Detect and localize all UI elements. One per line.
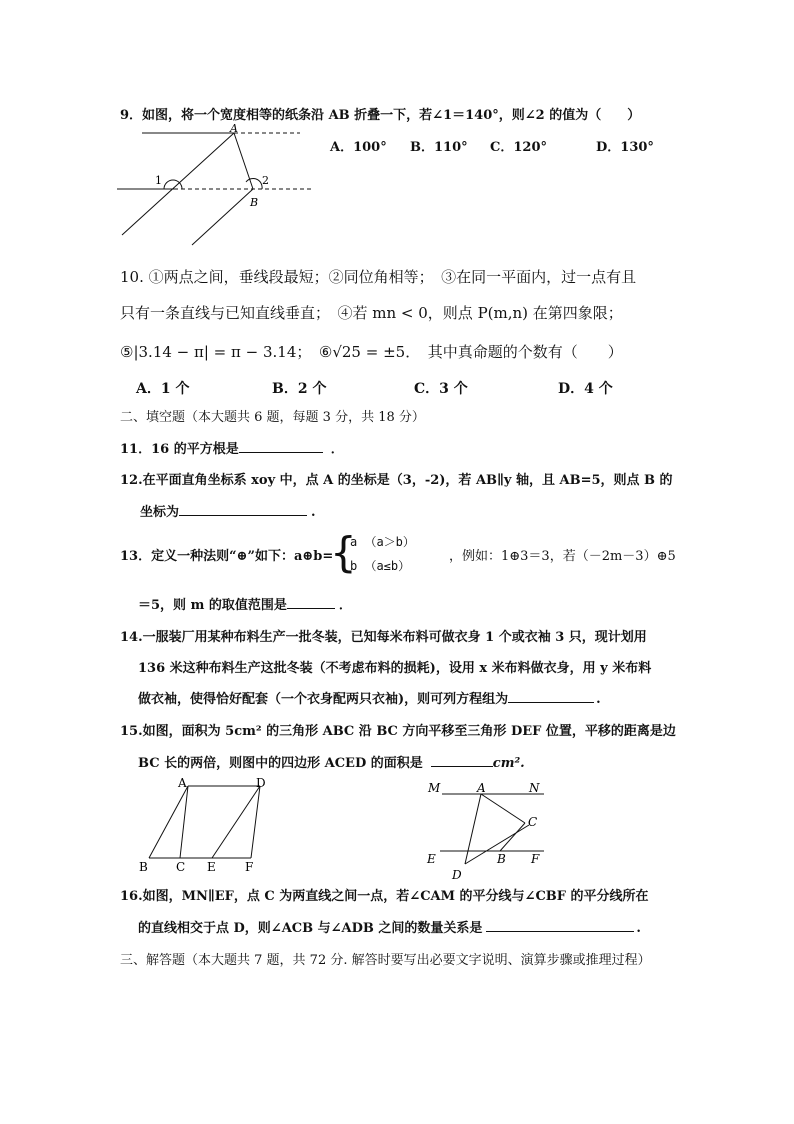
section2-heading: 二、填空题（本大题共 6 题，每题 3 分，共 18 分）: [120, 410, 425, 425]
q10-line1: 10. ①两点之间，垂线段最短；②同位角相等； ③在同一平面内，过一点有且: [120, 268, 637, 286]
q15-line2-text: BC 长的两倍，则图中的四边形 ACED 的面积是: [138, 756, 423, 771]
q13-suffix: ，例如：1⊕3＝3，若（－2m－3）⊕5: [449, 549, 676, 564]
q16-label-m: M: [428, 781, 441, 795]
q16-label-d: D: [452, 868, 462, 882]
q9-label-b: B: [250, 196, 259, 209]
q14-answer-blank[interactable]: [508, 690, 594, 703]
q15-answer-blank[interactable]: [431, 754, 493, 767]
q15-label-c: C: [176, 860, 186, 874]
q14-line2: 136 米这种布料生产这批冬装（不考虑布料的损耗)，设用 x 米布料做衣身，用 y 米布料: [138, 661, 652, 676]
q15-figure: [134, 776, 274, 876]
q13-line2-text: ＝5，则 m 的取值范围是: [138, 598, 287, 613]
q13-answer-blank[interactable]: [287, 596, 335, 609]
section3-heading: 三、解答题（本大题共 7 题，共 72 分. 解答时要写出必要文字说明、演算步骤或推理过程）: [120, 953, 651, 968]
q14-line1: 14.一服装厂用某种布料生产一批冬装，已知每米布料可做衣身 1 个或衣袖 3 只，现计划用: [120, 630, 647, 645]
q9-option-c: C．120°: [490, 140, 547, 155]
q10-line2: 只有一条直线与已知直线垂直； ④若 mn < 0，则点 P(m,n) 在第四象限；: [120, 304, 623, 322]
q9-option-a: A．100°: [330, 140, 387, 155]
q9-option-d: D．130°: [596, 140, 654, 155]
q16-line2: [138, 917, 641, 936]
q14-line3-text: 做衣袖，使得恰好配套（一个衣身配两只衣袖)，则可列方程组为: [138, 692, 509, 707]
q9-figure: [112, 120, 312, 250]
q10-option-d: D．4 个: [558, 381, 613, 397]
q10-option-c: C．3 个: [414, 381, 468, 397]
q10-option-a: A．1 个: [136, 381, 190, 397]
q11-text: 11．16 的平方根是: [120, 442, 239, 457]
q16-line1: 16.如图，MN∥EF，点 C 为两直线之间一点，若∠CAM 的平分线与∠CBF 的平分线所在: [120, 889, 649, 904]
q13-case2: b （a≤b）: [350, 559, 411, 573]
q16-label-c: C: [528, 815, 538, 829]
q16-label-n: N: [529, 781, 540, 795]
q11-answer-blank[interactable]: [239, 440, 323, 453]
q15-label-b: B: [139, 860, 148, 874]
q16-label-e: E: [427, 852, 436, 866]
q12-line1: 12.在平面直角坐标系 xoy 中，点 A 的坐标是（3，-2)，若 AB∥y 轴，且 AB=5，则点 B 的: [120, 473, 673, 488]
q16-end: .: [636, 921, 641, 936]
q16-label-f: F: [531, 852, 540, 866]
q9-label-1: 1: [155, 174, 162, 187]
q16-label-a: A: [477, 781, 486, 795]
q15-line2: [138, 752, 525, 771]
q12-line2: [140, 501, 316, 520]
q14-end: .: [596, 692, 601, 707]
q15-label-a: A: [178, 776, 187, 790]
q12-answer-blank[interactable]: [179, 503, 307, 516]
q10-option-b: B．2 个: [272, 381, 327, 397]
q16-line2-text: 的直线相交于点 D，则∠ACB 与∠ADB 之间的数量关系是: [138, 921, 483, 936]
q12-line2-text: 坐标为: [140, 505, 180, 520]
q13-case1: a （a＞b）: [350, 535, 415, 549]
q15-label-d: D: [256, 776, 266, 790]
q15-label-e: E: [207, 860, 216, 874]
q16-answer-blank[interactable]: [486, 919, 634, 932]
q9-label-2: 2: [262, 174, 269, 187]
q11-end: ．: [330, 442, 344, 457]
q15-line1: 15.如图，面积为 5cm² 的三角形 ABC 沿 BC 方向平移至三角形 DEF 位置，平移的距离是边: [120, 724, 676, 739]
q14-line3: [138, 688, 601, 707]
q16-figure: [420, 776, 560, 886]
q9-text: 9．如图，将一个宽度相等的纸条沿 AB 折叠一下，若∠1＝140°，则∠2 的值为（ ）: [120, 108, 641, 123]
q10-line3: ⑤|3.14 − π| = π − 3.14； ⑥√25 = ±5． 其中真命题的个数有（ ）: [120, 343, 623, 361]
q12-end: .: [311, 505, 316, 520]
q9-option-b: B．110°: [410, 140, 468, 155]
q15-end: cm².: [492, 756, 525, 771]
q13-prefix: 13．定义一种法则“⊕”如下：a⊕b=: [120, 549, 334, 564]
q11: [120, 438, 344, 457]
q16-label-b: B: [497, 852, 506, 866]
q13-line2: [138, 594, 352, 613]
q9-label-a: A: [230, 122, 238, 135]
q15-label-f: F: [245, 860, 254, 874]
q13-brace: {: [330, 528, 357, 577]
q13-end: ．: [338, 598, 352, 613]
